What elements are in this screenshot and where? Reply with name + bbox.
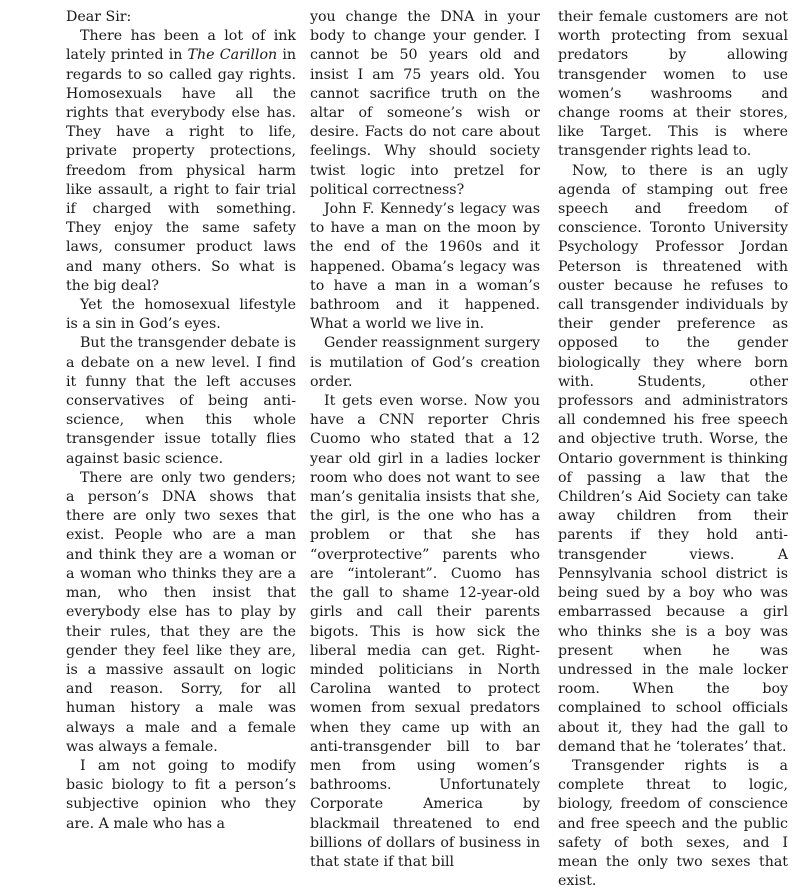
paragraph: Transgender rights is a complete threat to logic, biology, freedom of conscience and free speech and the public safety of both sexes, and I mean the only two sexes that exist.	[558, 757, 788, 890]
paragraph: Gender reassignment surgery is mutilation of God’s creation order.	[310, 335, 540, 390]
paragraph: Yet the homosexual lifestyle is a sin in God’s eyes.	[66, 297, 296, 333]
paragraph: I am not going to modify basic biology to fit a person’s subjective opinion who they are. A male who has a	[66, 757, 296, 832]
letter-column-3	[558, 8, 788, 891]
paragraph: There has been a lot of ink lately printed in The Carillon in regards to so called gay rights. Homosexuals have all the rights that everybody else has. They have a right to life, private property protections, freedom from physical harm like assault, a right to fair trial if charged with something. They enjoy the same safety laws, consumer product laws and many others. So what is the big deal?	[66, 28, 296, 294]
paragraph: John F. Kennedy’s legacy was to have a man on the moon by the end of the 1960s and it happened. Obama’s legacy was to have a man in a woman’s bathroom and it happened. What a world we live in.	[310, 201, 540, 333]
headline-cropped	[0, 0, 800, 6]
salutation: Dear Sir:	[66, 9, 132, 25]
publication-name: The Carillon	[187, 47, 278, 64]
paragraph: But the transgender debate is a debate on a new level. I find it funny that the left accuses conservatives of being anti-science, when this whole transgender issue totally flies against basic science.	[66, 335, 296, 467]
paragraph: Now, to there is an ugly agenda of stamping out free speech and freedom of conscience. Toronto University Psychology Professor Jordan Peterson is threatened with ouster because he refuses to call transgender individuals by their gender preference as opposed to the gender biologically they where born with. Students, other professors and administrators all condemned his free speech and objective truth. Worse, the Ontario government is thinking of passing a law that the Children’s Aid Society can take away children from their parents if they hold anti-transgender views. A Pennsylvania school district is being sued by a boy who was embarrassed because a girl who thinks she is a boy was present when he was undressed in the male locker room. When the boy complained to school officials about it, they had the gall to demand that he ‘tolerates’ that.	[558, 162, 788, 755]
paragraph: It gets even worse. Now you have a CNN reporter Chris Cuomo who stated that a 12 year old girl in a ladies locker room who does not want to see man’s genitalia insists that she, the girl, is the one who has a problem or that she has “overprotective” parents who are “intolerant”. Cuomo has the gall to shame 12-year-old girls and call their parents bigots. This is how sick the liberal media can get. Right-minded politicians in North Carolina wanted to protect women from sexual predators when they came up with an anti-transgender bill to bar men from using women’s bathrooms. Unfortunately Corporate America by blackmail threatened to end billions of dollars of business in that state if that bill	[310, 393, 540, 870]
letter-column-2	[310, 8, 540, 872]
paragraph: you change the DNA in your body to change your gender. I cannot be 50 years old and insist I am 75 years old. You cannot sacrifice truth on the altar of someone’s wish or desire. Facts do not care about feelings. Why should society twist logic into pretzel for political correctness?	[310, 9, 540, 198]
paragraph: their female customers are not worth protecting from sexual predators by allowing transgender women to use women’s washrooms and change rooms at their stores, like Target. This is where transgender rights lead to.	[558, 9, 788, 160]
paragraph: There are only two genders; a person’s DNA shows that there are only two sexes that exist. People who are a man and think they are a woman or a woman who thinks they are a man, who then insist that everybody else has to play by their rules, that they are the gender they feel like they are, is a massive assault on logic and reason. Sorry, for all human history a male was always a male and a female was always a female.	[66, 469, 296, 755]
letter-column-1	[66, 8, 296, 834]
